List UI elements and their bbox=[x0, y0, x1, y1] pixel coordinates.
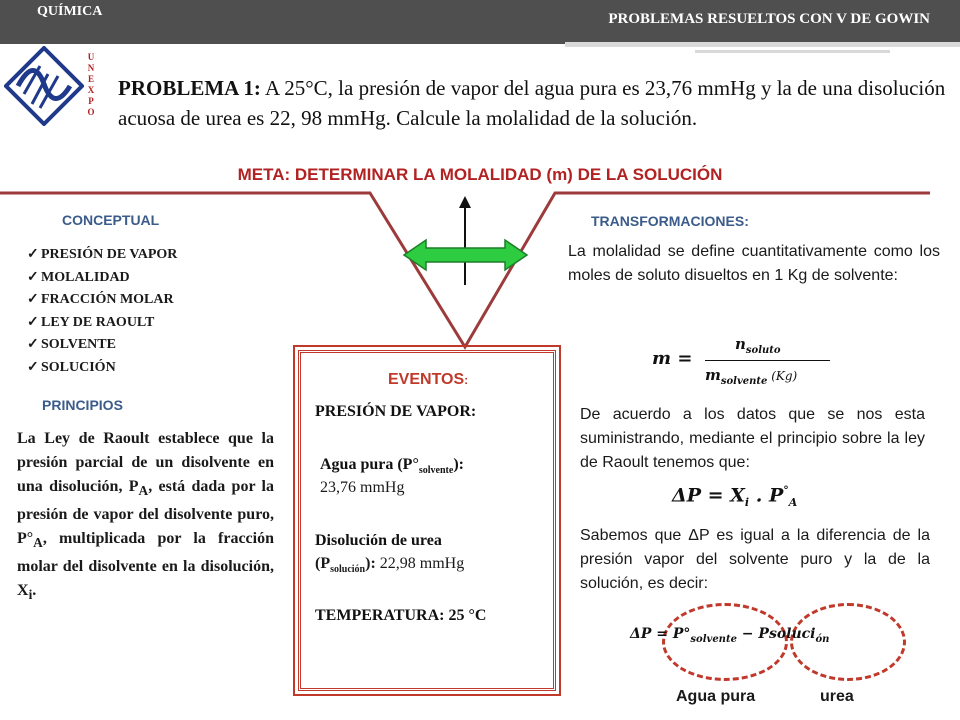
vertical-arrow-head bbox=[459, 196, 471, 208]
disol-label-text: (P bbox=[315, 555, 331, 572]
raoult-intro: De acuerdo a los datos que se nos esta suministrando, mediante el principio sobre la ley de Raoult tenemos que: bbox=[580, 406, 925, 471]
eventos-disol-label1: Disolución de urea bbox=[315, 532, 442, 549]
formula-dp: ΔP = X bbox=[672, 484, 745, 507]
agua-label-close: ): bbox=[453, 456, 464, 473]
formula-num: n bbox=[735, 335, 746, 353]
formula-fraction-bar bbox=[705, 360, 830, 361]
list-item bbox=[27, 267, 177, 290]
formula-dp-mid: . P bbox=[749, 484, 784, 507]
header-divider bbox=[565, 42, 960, 47]
logo-letter: P bbox=[88, 96, 94, 106]
eventos-box bbox=[298, 350, 556, 691]
formula-dp-sup: ° bbox=[783, 484, 789, 497]
eventos-agua-value: 23,76 mmHg bbox=[320, 479, 405, 496]
list-item-label: SOLUCIÓN bbox=[41, 359, 116, 375]
eventos-title bbox=[388, 371, 468, 389]
eventos-agua-label bbox=[320, 456, 464, 476]
formula-raoult bbox=[672, 484, 797, 509]
unexpo-logo-icon bbox=[4, 46, 84, 126]
list-item-label: SOLVENTE bbox=[41, 337, 116, 352]
check-icon: ✓ bbox=[27, 314, 39, 330]
formula-den: m bbox=[705, 366, 721, 384]
formula-diff-sub: solvente bbox=[690, 633, 737, 645]
list-item bbox=[27, 357, 177, 380]
principios-part: , está dada por la presión de vapor del disolvente puro, P° bbox=[17, 478, 275, 548]
principios-text bbox=[17, 427, 274, 608]
problem-statement bbox=[118, 73, 948, 133]
header-right-title: PROBLEMAS RESUELTOS CON V DE GOWIN bbox=[608, 11, 930, 27]
formula-molalidad-num bbox=[735, 335, 781, 356]
check-icon: ✓ bbox=[27, 269, 39, 285]
principios-sub: i bbox=[28, 587, 33, 603]
list-item-label: FRACCIÓN MOLAR bbox=[41, 292, 174, 307]
list-item bbox=[27, 312, 177, 335]
transformaciones-intro: La molalidad se define cuantitativamente como los moles de soluto disueltos en 1 Kg de solvente: bbox=[568, 243, 940, 284]
formula-den-unit: (Kg) bbox=[767, 369, 798, 383]
logo-letter: X bbox=[87, 85, 95, 95]
principios-part: La Ley de Raoult establece que la presión parcial de un disolvente en una disolución, P bbox=[17, 430, 274, 495]
principios-sub: A bbox=[33, 535, 43, 551]
formula-diff-minus: − Psoluci bbox=[736, 626, 816, 642]
principios-label: PRINCIPIOS bbox=[42, 397, 123, 413]
logo-letter: N bbox=[87, 63, 95, 73]
delta-intro: Sabemos que ΔP es igual a la diferencia de la presión vapor del solvente puro y la de la solución, es decir: bbox=[580, 527, 930, 592]
eventos-disol-line bbox=[315, 555, 464, 575]
header-left-title: QUÍMICA bbox=[37, 4, 103, 19]
check-icon: ✓ bbox=[27, 337, 39, 352]
disol-label-close: ): bbox=[365, 555, 376, 572]
eventos-title-colon: : bbox=[464, 373, 469, 387]
formula-num-sub: soluto bbox=[745, 345, 781, 356]
list-item bbox=[27, 334, 177, 357]
eventos-heading: PRESIÓN DE VAPOR: bbox=[315, 403, 477, 420]
eventos-temperatura: TEMPERATURA: 25 °C bbox=[315, 607, 487, 624]
logo-letter: E bbox=[87, 74, 94, 84]
disol-label-sub: solución bbox=[330, 564, 366, 576]
problem-label: PROBLEMA 1: bbox=[118, 76, 261, 100]
formula-dp-sub: i bbox=[744, 496, 750, 510]
formula-diff-lhs: ΔP = P° bbox=[630, 626, 691, 642]
check-icon: ✓ bbox=[27, 247, 39, 262]
header-divider-short bbox=[695, 50, 890, 53]
conceptual-label: CONCEPTUAL bbox=[62, 212, 160, 228]
formula-den-sub: solvente bbox=[720, 376, 768, 387]
meta-heading: META: DETERMINAR LA MOLALIDAD (m) DE LA SOLUCIÓN bbox=[237, 165, 723, 184]
formula-diff-tail: ón bbox=[815, 633, 830, 645]
list-item-label: MOLALIDAD bbox=[41, 269, 130, 285]
logo-letter: U bbox=[87, 52, 95, 62]
formula-dp-sub2: A bbox=[788, 496, 798, 510]
check-icon: ✓ bbox=[27, 292, 39, 307]
logo-letter: O bbox=[87, 107, 95, 117]
list-item-label: LEY DE RAOULT bbox=[41, 314, 155, 330]
problem-text: A 25°C, la presión de vapor del agua pura es 23,76 mmHg y la de una disolución acuosa de urea es 22, 98 mmHg. Calcule la molalidad de la solución. bbox=[118, 76, 946, 130]
unexpo-letters bbox=[86, 52, 96, 118]
label-agua-pura: Agua pura bbox=[676, 688, 756, 705]
disol-value: 22,98 mmHg bbox=[379, 555, 465, 572]
formula-molalidad-lhs: m = bbox=[652, 348, 693, 369]
list-item bbox=[27, 289, 177, 312]
agua-label-sub: solvente bbox=[418, 465, 454, 477]
formula-molalidad-den bbox=[705, 366, 797, 387]
formula-diferencia bbox=[630, 626, 829, 645]
agua-label-text: Agua pura (P° bbox=[320, 456, 419, 473]
transformaciones-label: TRANSFORMACIONES: bbox=[591, 213, 749, 229]
principios-sub: A bbox=[138, 483, 149, 499]
conceptual-list bbox=[27, 244, 177, 379]
principios-part: . bbox=[32, 582, 37, 600]
label-urea: urea bbox=[820, 688, 854, 705]
list-item bbox=[27, 244, 177, 267]
check-icon: ✓ bbox=[27, 359, 39, 375]
principios-part: , multiplicada por la fracción molar del disolvente en la disolución, X bbox=[17, 530, 274, 600]
eventos-title-text: EVENTOS bbox=[388, 371, 465, 388]
list-item-label: PRESIÓN DE VAPOR bbox=[41, 247, 178, 262]
